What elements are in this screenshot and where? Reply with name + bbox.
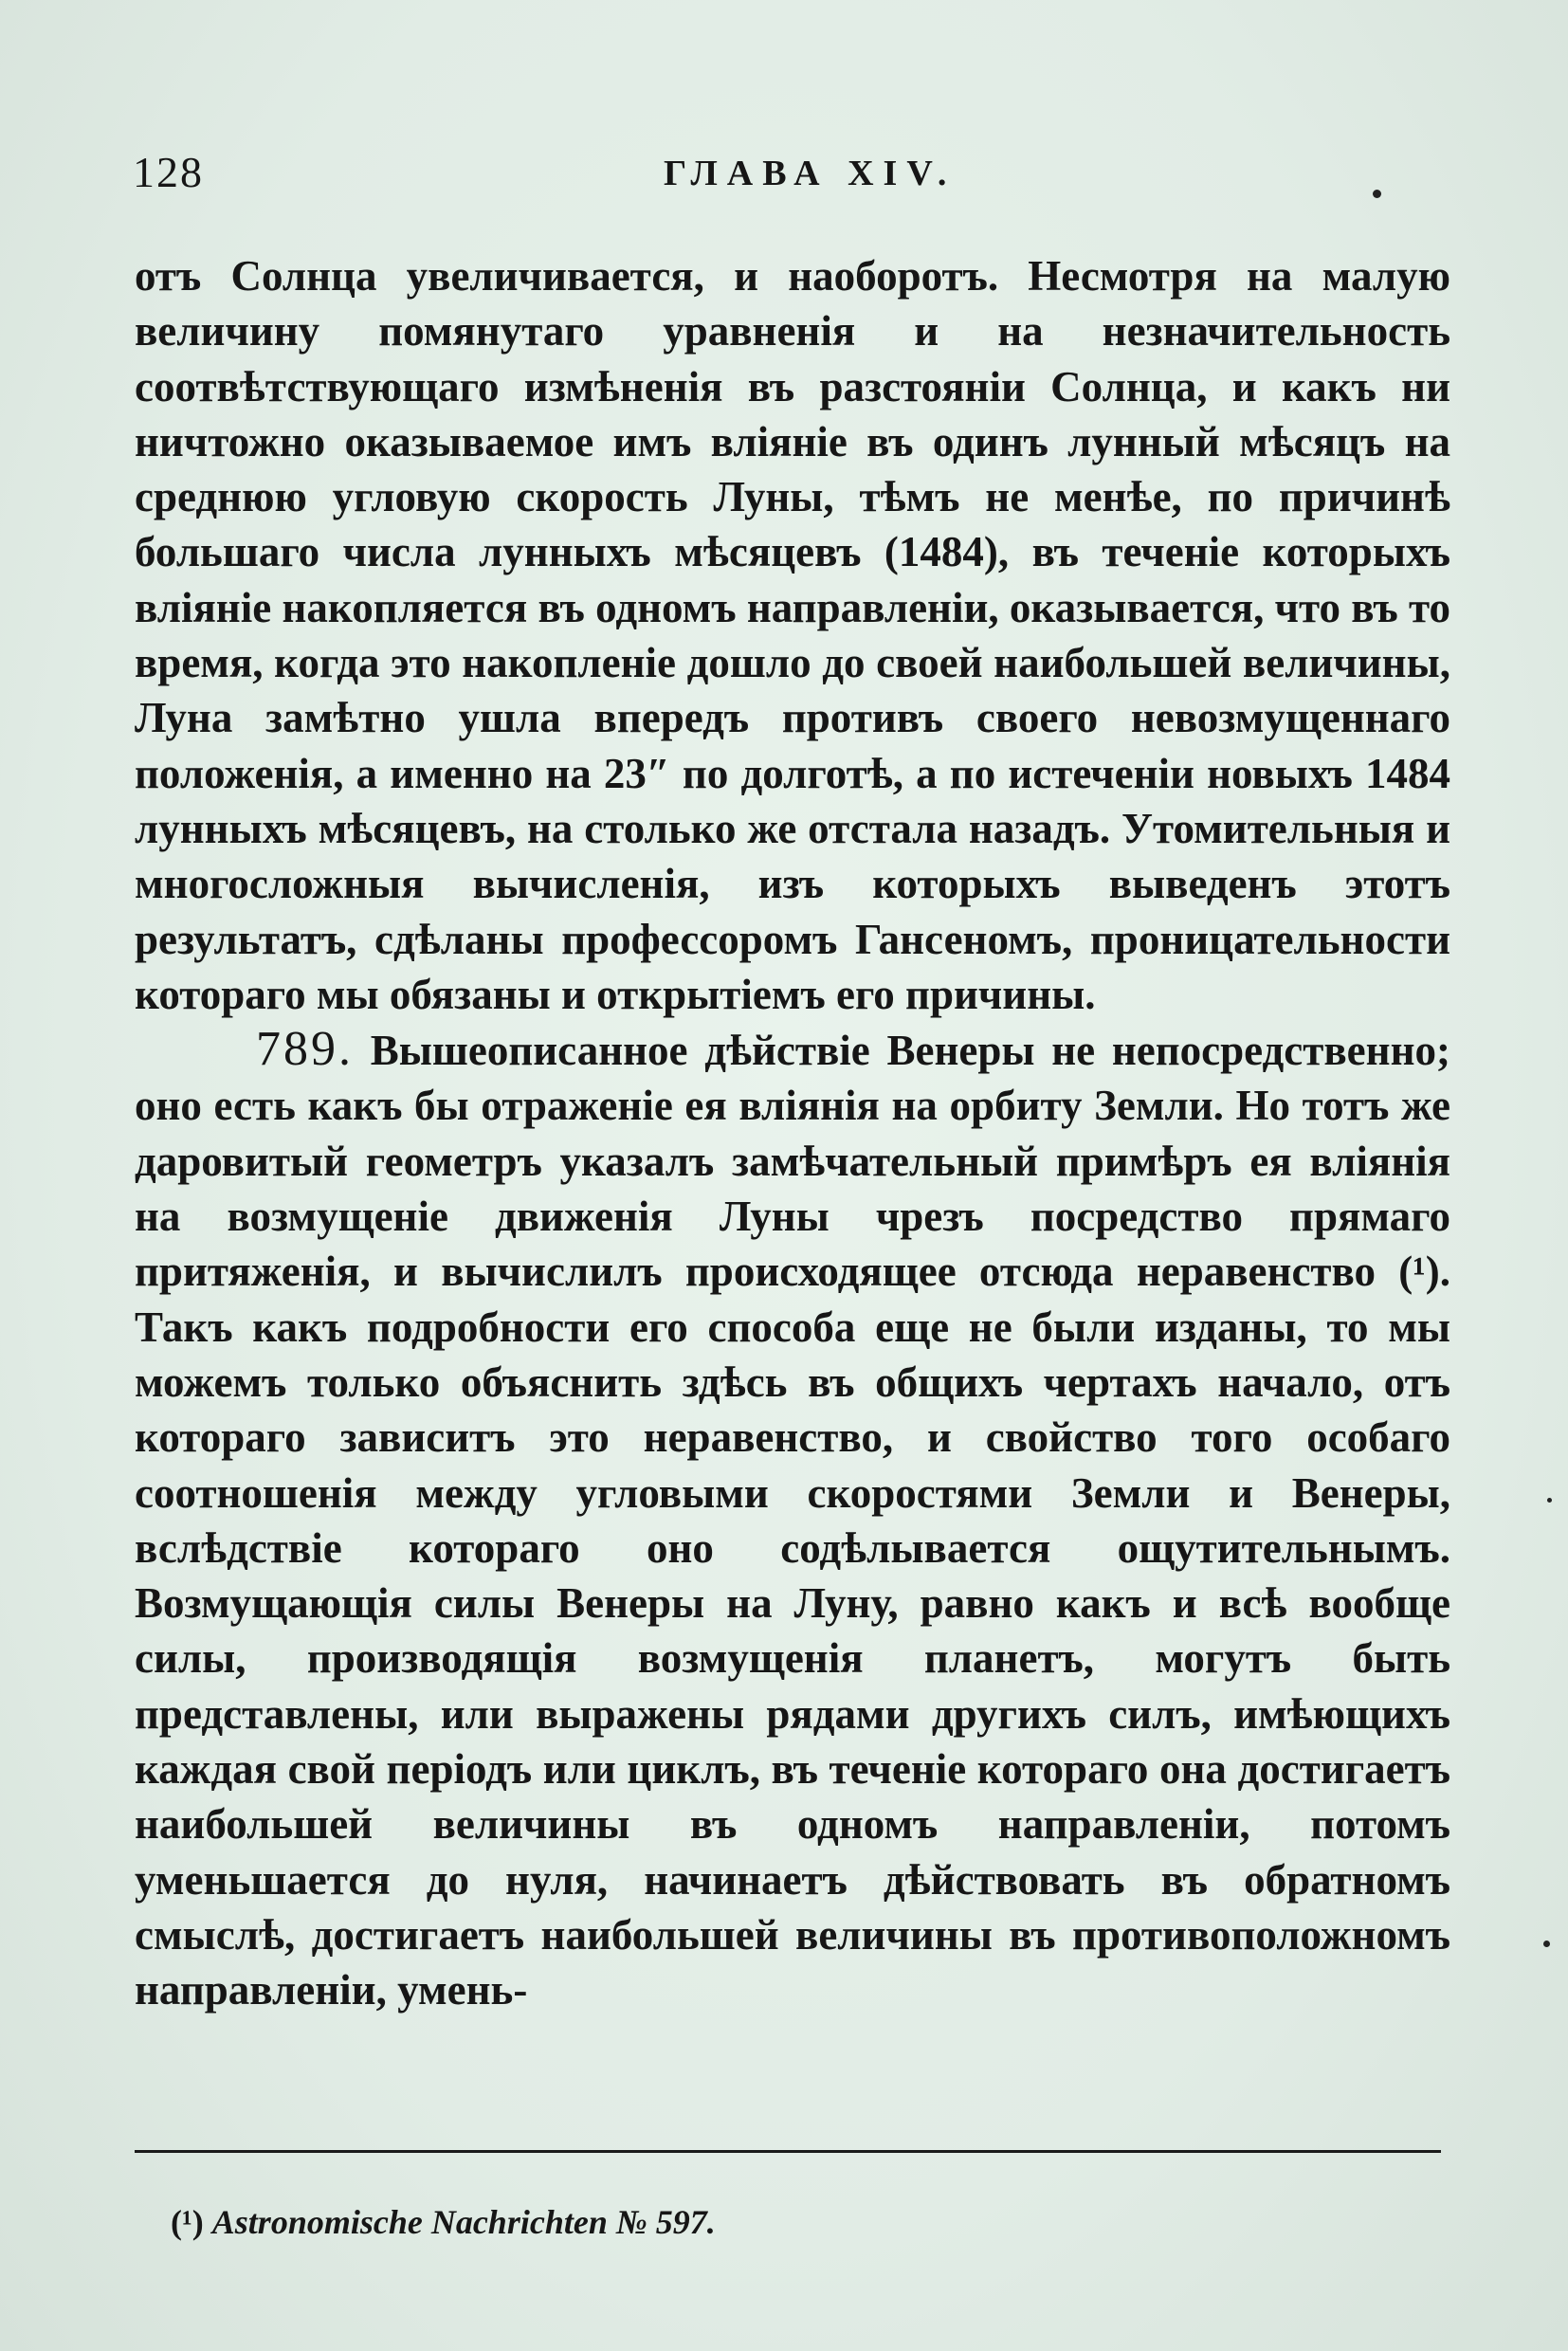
running-title: ГЛАВА XIV. [664, 154, 957, 193]
page-header [133, 147, 1455, 204]
footnote-divider [135, 2150, 1441, 2153]
footnote-mark: (¹) [171, 2203, 204, 2241]
paragraph-2 [135, 1022, 1450, 2017]
page-number: 128 [133, 148, 204, 196]
footnote [171, 2202, 716, 2242]
body-text [135, 248, 1450, 2018]
footnote-source: Astronomische Nachrichten № 597. [211, 2203, 716, 2241]
ink-speck [1547, 1498, 1552, 1503]
section-number: 789. [256, 1022, 354, 1077]
paragraph-2-text: Вышеописанное дѣйствіе Венеры не непосредственно; оно есть какъ бы отраженіе ея вліянія на орбиту Земли. Но тотъ же даровитый геометръ указалъ замѣчательный примѣръ ея вліянія на возмущеніе движенія Луны чрезъ посредство прямаго притяженія, и вычислилъ происходящее отсюда неравенство (¹). Такъ какъ подробности его способа еще не были изданы, то мы можемъ только объяснить здѣсь въ общихъ чертахъ начало, отъ котораго зависитъ это неравенство, и свойство того особаго соотношенія между угловыми скоростями Земли и Венеры, вслѣдствіе котораго оно содѣлывается ощутительнымъ. Возмущающія силы Венеры на Луну, равно какъ и всѣ вообще силы, производящія возмущенія планетъ, могутъ быть представлены, или выражены рядами другихъ силъ, имѣющихъ каждая свой періодъ или циклъ, въ теченіе котораго она достигаетъ наибольшей величины въ одномъ направленіи, потомъ уменьшается до нуля, начинаетъ дѣйствовать въ обратномъ смыслѣ, достигаетъ наибольшей величины въ противоположномъ направленіи, умень- [135, 1027, 1450, 2014]
ink-speck [1543, 1941, 1550, 1947]
ink-speck [1373, 190, 1381, 198]
paragraph-1: отъ Солнца увеличивается, и наоборотъ. Несмотря на малую величину помянутаго уравненія и на незначительность соотвѣтствующаго измѣненія въ разстояніи Солнца, и какъ ни ничтожно оказываемое имъ вліяніе въ одинъ лунный мѣсяцъ на среднюю угловую скорость Луны, тѣмъ не менѣе, по причинѣ большаго числа лунныхъ мѣсяцевъ (1484), въ теченіе которыхъ вліяніе накопляется въ одномъ направленіи, оказывается, что въ то время, когда это накопленіе дошло до своей наибольшей величины, Луна замѣтно ушла впередъ противъ своего невозмущеннаго положенія, а именно на 23″ по долготѣ, а по истеченіи новыхъ 1484 лунныхъ мѣсяцевъ, на столько же отстала назадъ. Утомительныя и многосложныя вычисленія, изъ которыхъ выведенъ этотъ результатъ, сдѣланы профессоромъ Гансеномъ, проницательности котораго мы обязаны и открытіемъ его причины. [135, 252, 1450, 1018]
